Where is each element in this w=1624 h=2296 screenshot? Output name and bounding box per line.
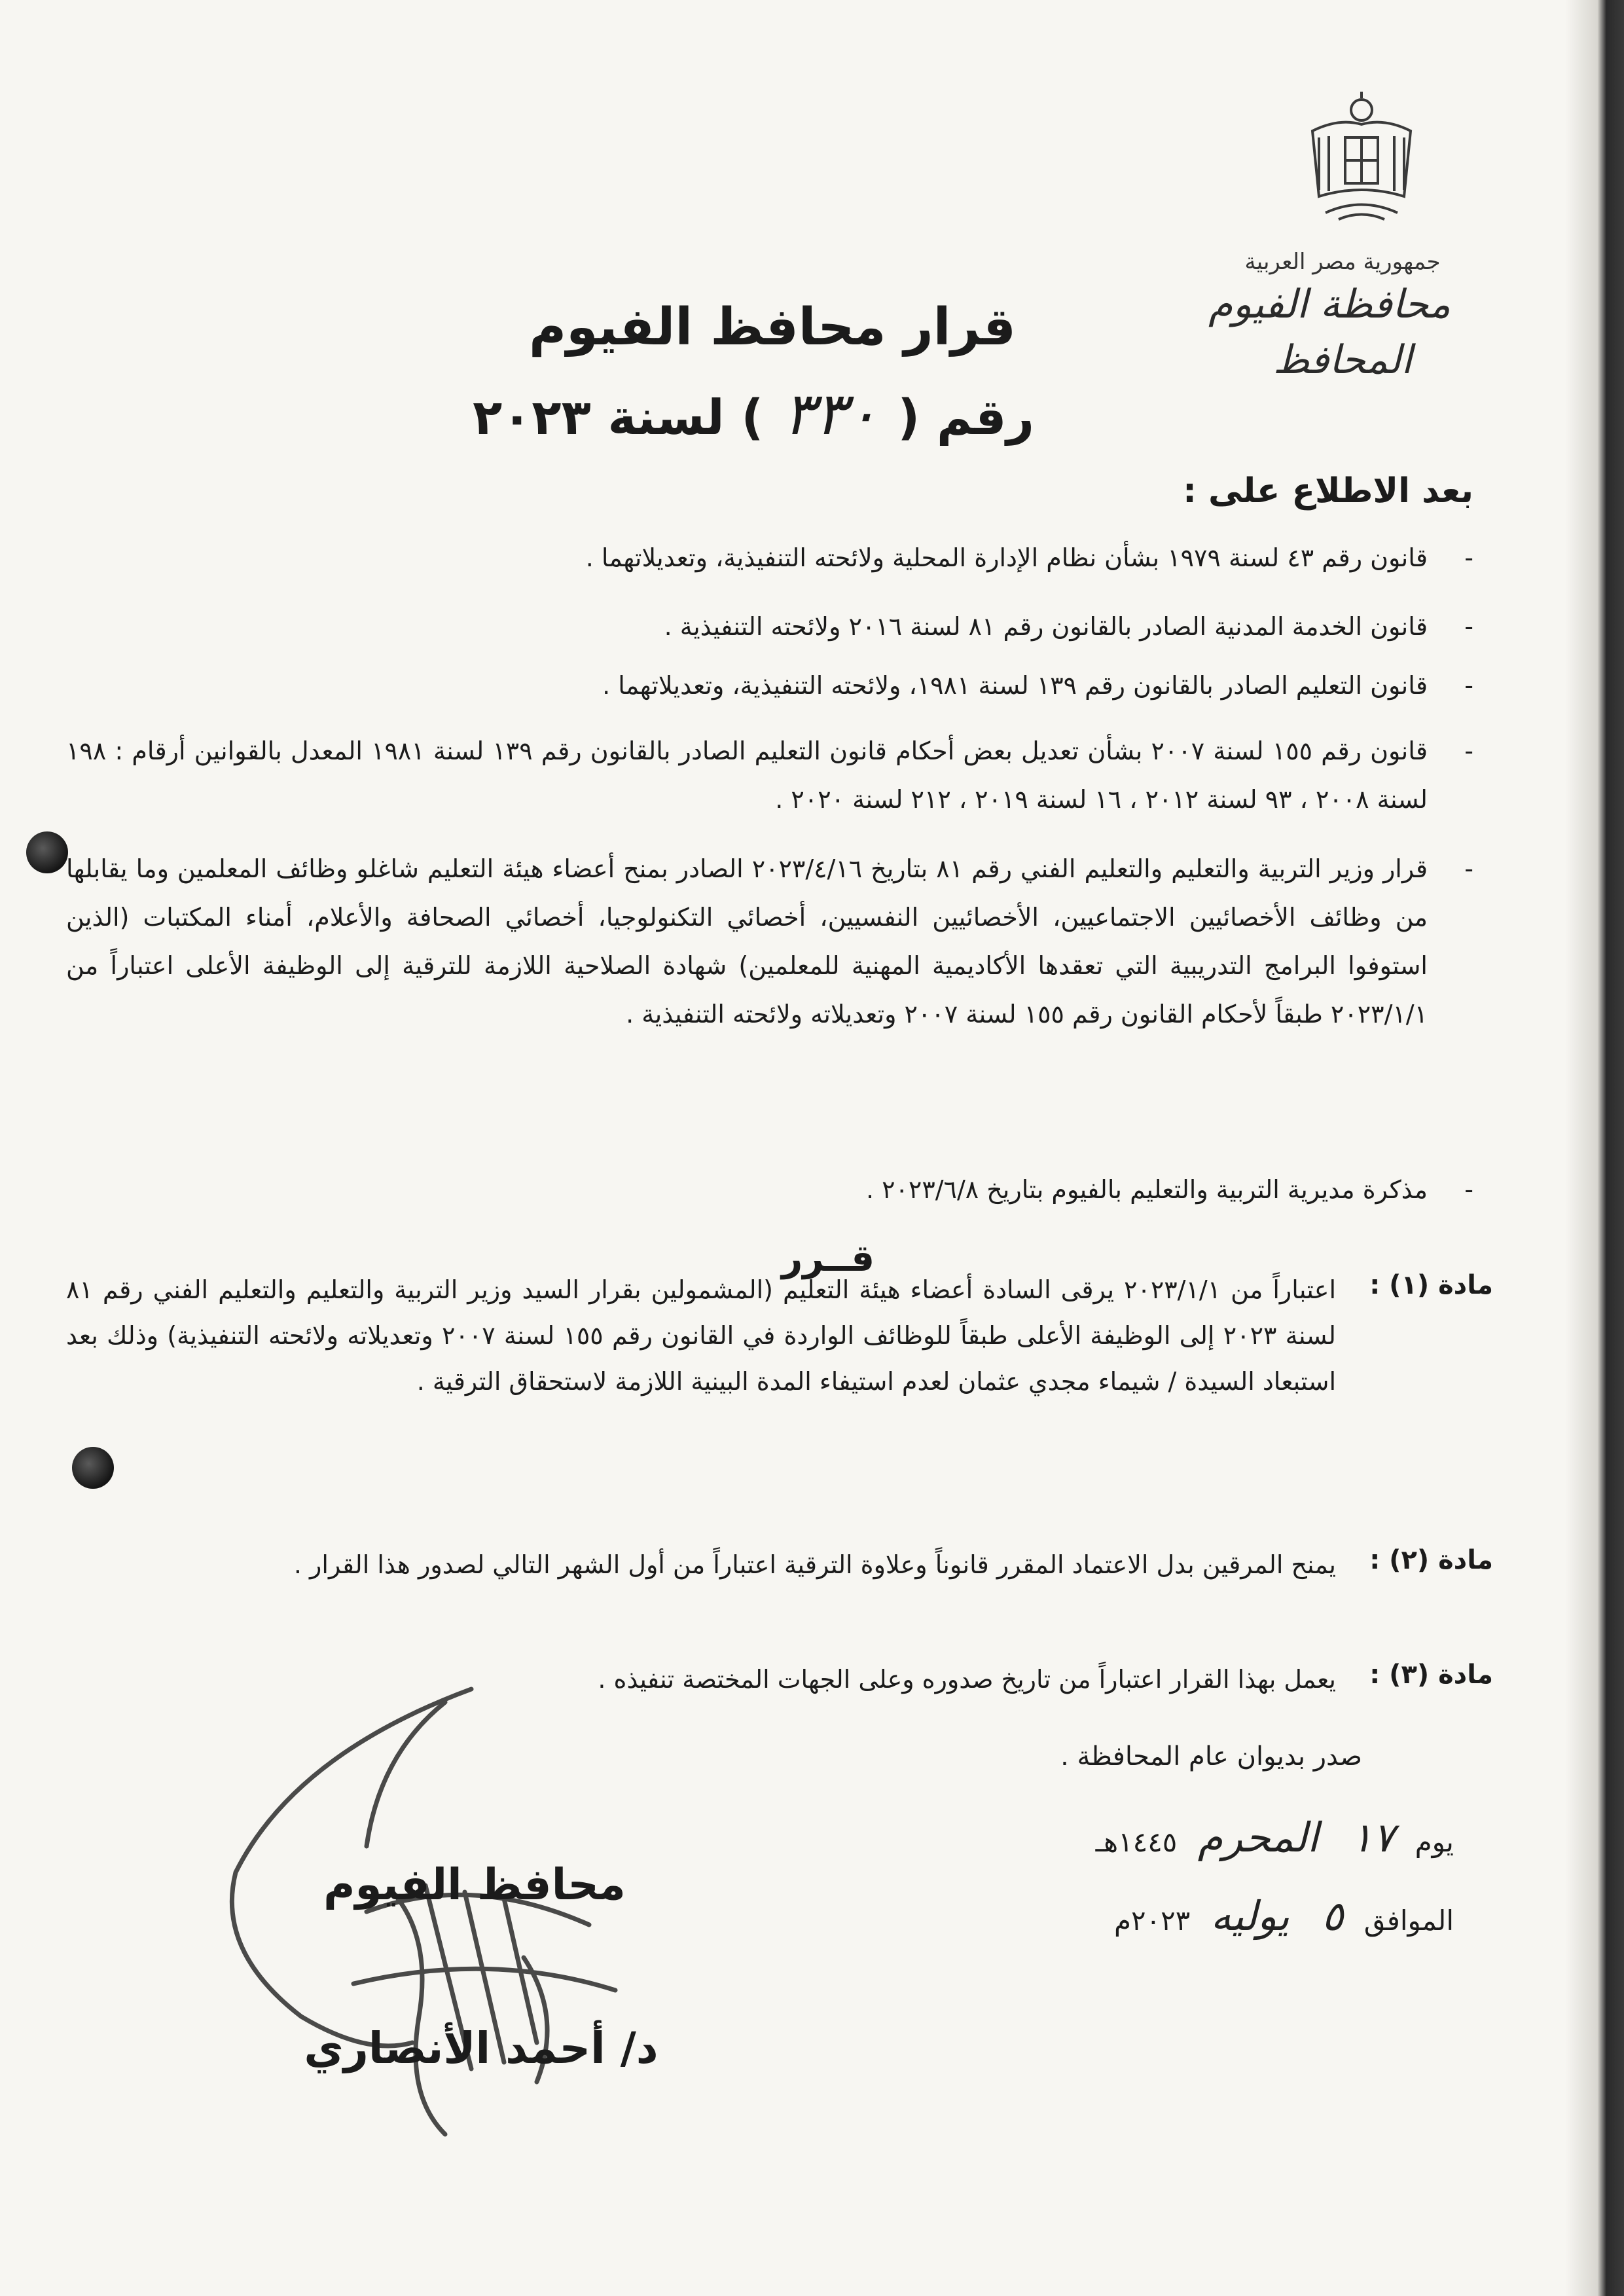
decree-number-suffix: ) لسنة ٢٠٢٣: [473, 390, 764, 446]
article-3-label: مادة (٣) :: [1369, 1660, 1493, 1690]
issued-statement: صدر بديوان عام المحافظة .: [1060, 1741, 1362, 1772]
list-dash: -: [1464, 854, 1473, 883]
hijri-day: ١٧: [1350, 1813, 1395, 1861]
reference-item: - قانون الخدمة المدنية الصادر بالقانون رقم ٨١ لسنة ٢٠١٦ ولائحته التنفيذية .: [66, 602, 1428, 651]
signature-title: محافظ الفيوم: [323, 1859, 626, 1910]
article-1-text: اعتباراً من ٢٠٢٣/١/١ يرقى السادة أعضاء هيئة التعليم (المشمولين بقرار السيد وزير التربية والتعليم والتعليم الفني رقم ٨١ لسنة ٢٠٢٣ إلى الوظيفة الأعلى طبقاً للوظائف الواردة في القانون رقم ١٥٥ لسنة ٢٠٠٧ وتعديلاته ولائحته التنفيذية) وذلك بعد استبعاد السيدة / شيماء مجدي عثمان لعدم استيفاء المدة البينية اللازمة لاستحقاق الترقية .: [66, 1275, 1337, 1396]
decree-title: قرار محافظ الفيوم: [528, 298, 1016, 357]
reference-item: - قانون التعليم الصادر بالقانون رقم ١٣٩ لسنة ١٩٨١، ولائحته التنفيذية، وتعديلاتهما .: [66, 661, 1428, 710]
gregorian-prefix: الموافق: [1363, 1904, 1454, 1937]
scan-edge-shadow: [1565, 0, 1624, 2296]
punch-hole-bottom: [72, 1447, 114, 1489]
gregorian-date: [1114, 1892, 1454, 1940]
list-dash: -: [1464, 1175, 1473, 1204]
header-country: جمهورية مصر العربية: [1244, 249, 1441, 275]
header-governorate: محافظة الفيوم: [1208, 282, 1451, 327]
reference-item: - قانون رقم ٤٣ لسنة ١٩٧٩ بشأن نظام الإدارة المحلية ولائحته التنفيذية، وتعديلاتهما .: [66, 534, 1428, 582]
gregorian-day: ٥: [1322, 1892, 1344, 1940]
article-1-label: مادة (١) :: [1369, 1270, 1493, 1300]
list-dash: -: [1464, 612, 1473, 641]
decree-number-line: [473, 380, 1034, 448]
handwritten-signature-icon: [196, 1676, 785, 2147]
article-3-text: يعمل بهذا القرار اعتباراً من تاريخ صدوره وعلى الجهات المختصة تنفيذه .: [598, 1665, 1336, 1694]
decree-number: ٣٣٠: [783, 380, 878, 448]
hijri-year: ١٤٤٥هـ: [1095, 1826, 1178, 1858]
hijri-month: المحرم: [1197, 1813, 1319, 1861]
eagle-emblem-icon: [1299, 85, 1424, 236]
intro-heading: بعد الاطلاع على :: [1183, 471, 1473, 511]
punch-hole-top: [26, 831, 68, 873]
hijri-date: [1096, 1813, 1454, 1861]
signature-name: د/ أحمد الأنصاري: [304, 2023, 659, 2073]
reference-item: - مذكرة مديرية التربية والتعليم بالفيوم بتاريخ ٢٠٢٣/٦/٨ .: [66, 1165, 1428, 1214]
list-dash: -: [1464, 671, 1473, 700]
gregorian-year: ٢٠٢٣م: [1114, 1904, 1191, 1937]
list-dash: -: [1464, 737, 1473, 765]
header-office: المحافظ: [1272, 337, 1413, 383]
reference-item: - قانون رقم ١٥٥ لسنة ٢٠٠٧ بشأن تعديل بعض أحكام قانون التعليم الصادر بالقانون رقم ١٣٩ لسنة ١٩٨١ المعدل بالقوانين أرقام : ١٩٨ لسنة ٢٠٠٨ ، ٩٣ لسنة ٢٠١٢ ، ١٦ لسنة ٢٠١٩ ، ٢١٢ لسنة ٢٠٢٠ .: [66, 727, 1428, 824]
decree-number-prefix: رقم (: [897, 390, 1034, 446]
hijri-prefix: يوم: [1415, 1826, 1454, 1858]
decree-heading: قــرر: [781, 1237, 875, 1280]
article-2-text: يمنح المرقين بدل الاعتماد المقرر قانوناً وعلاوة الترقية اعتباراً من أول الشهر التالي لصدور هذا القرار .: [293, 1550, 1336, 1579]
list-dash: -: [1464, 543, 1473, 572]
reference-item: - قرار وزير التربية والتعليم والتعليم الفني رقم ٨١ بتاريخ ٢٠٢٣/٤/١٦ الصادر بمنح أعضاء هيئة التعليم شاغلو وظائف المعلمين وما يقابلها من وظائف الأخصائيين الاجتماعيين، الأخصائيين النفسيين، أخصائي التكنولوجيا، أخصائي الصحافة والأعلام، أمناء المكتبات (الذين استوفوا البرامج التدريبية التي تعقدها الأكاديمية المهنية للمعلمين) شهادة الصلاحية اللازمة للترقية إلى الوظيفة الأعلى اعتباراً من ٢٠٢٣/١/١ طبقاً لأحكام القانون رقم ١٥٥ لسنة ٢٠٠٧ وتعديلاته ولائحته التنفيذية .: [66, 845, 1428, 1038]
article-2-label: مادة (٢) :: [1369, 1545, 1493, 1575]
gregorian-month: يوليه: [1210, 1892, 1290, 1940]
